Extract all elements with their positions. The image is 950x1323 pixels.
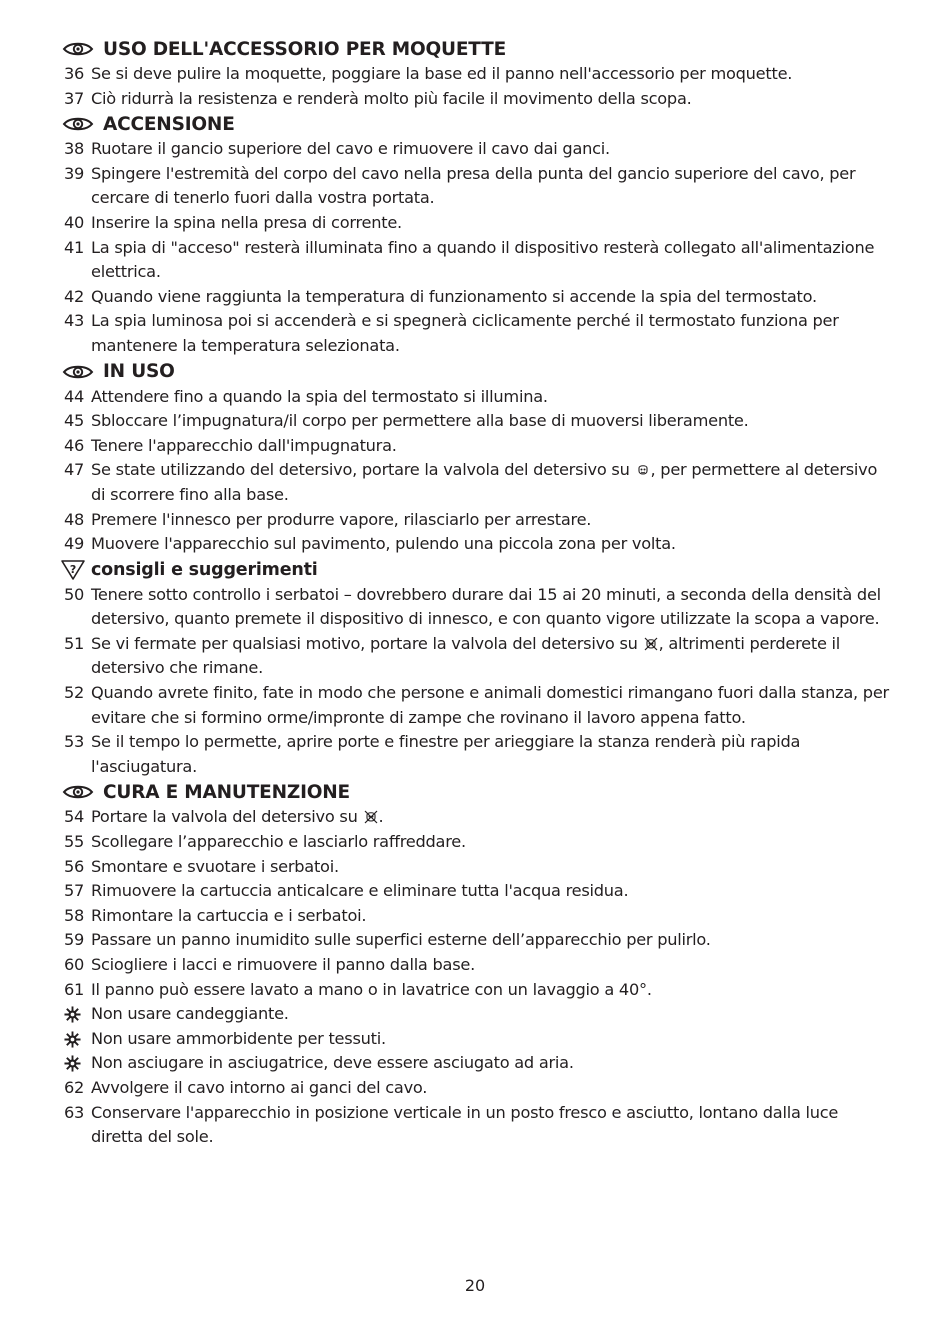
item-text: La spia di "acceso" resterà illuminata fino a quando il dispositivo resterà collegato all'alimentazione elettrica. [91, 237, 875, 282]
item-text-before: Portare la valvola del detersivo su [91, 807, 363, 827]
item-text: Non usare ammorbidente per tessuti. [91, 1028, 386, 1048]
item-number: 63 [64, 1102, 85, 1122]
list-item [60, 1051, 890, 1076]
item-number: 38 [64, 139, 85, 159]
item-number: 36 [64, 64, 85, 83]
item-text: Non asciugare in asciugatrice, deve essere asciugato ad aria. [91, 1053, 574, 1073]
item-number: 40 [64, 212, 85, 232]
list-item [60, 409, 890, 434]
list-item [60, 1101, 890, 1150]
item-number: 42 [64, 286, 85, 306]
item-text: Sciogliere i lacci e rimuovere il panno dalla base. [91, 955, 475, 974]
list-item [60, 211, 890, 236]
section [60, 779, 890, 1149]
item-number: 46 [64, 435, 85, 455]
item-text: Passare un panno inumidito sulle superfici esterne dell’apparecchio per pulirlo. [91, 930, 711, 950]
item-number: 53 [64, 732, 85, 752]
section [60, 359, 890, 557]
item-text: Attendere fino a quando la spia del termostato si illumina. [91, 386, 548, 406]
item-number: 52 [64, 683, 85, 703]
section-heading [60, 557, 890, 583]
section-heading [60, 359, 890, 385]
list-item [60, 805, 890, 830]
section-heading [60, 779, 890, 805]
list-item [60, 458, 890, 507]
section [60, 111, 890, 358]
item-text: Smontare e svuotare i serbatoi. [91, 856, 339, 876]
list-item [60, 236, 890, 285]
list-item [60, 681, 890, 730]
list-item [60, 62, 890, 87]
item-number: 39 [64, 163, 85, 183]
item-text: Ruotare il gancio superiore del cavo e rimuovere il cavo dai ganci. [91, 139, 610, 159]
item-number: 48 [64, 509, 85, 529]
item-number: 44 [64, 386, 85, 406]
eye-icon [62, 784, 94, 800]
item-text [91, 805, 890, 830]
section-title: USO DELL'ACCESSORIO PER MOQUETTE [103, 38, 507, 60]
item-number: 50 [64, 584, 85, 604]
item-text: Avvolgere il cavo intorno ai ganci del cavo. [91, 1077, 428, 1097]
list-item [60, 434, 890, 459]
list-item [60, 508, 890, 533]
section-title: IN USO [103, 361, 175, 383]
list-item [60, 830, 890, 855]
item-text: Tenere l'apparecchio dall'impugnatura. [91, 435, 397, 455]
item-text: Inserire la spina nella presa di corrente. [91, 212, 402, 232]
item-number: 45 [64, 411, 85, 431]
item-text: Quando avrete finito, fate in modo che persone e animali domestici rimangano fuori dalla stanza, per evitare che si formino orme/impronte di zampe che rovinano il lavoro appena fatto. [91, 683, 889, 727]
list-item [60, 953, 890, 978]
item-text: Tenere sotto controllo i serbatoi – dovrebbero durare dai 15 ai 20 minuti, a seconda della densità del detersivo, quanto premete il dispositivo di innesco, e con quanto vigore utilizzate la scopa a vapore. [91, 584, 881, 629]
item-text [91, 458, 890, 507]
section-title: consigli e suggerimenti [91, 559, 318, 580]
item-text-before: Se state utilizzando del detersivo, portare la valvola del detersivo su [91, 460, 635, 480]
list-item [60, 1002, 890, 1027]
list-item [60, 1076, 890, 1101]
item-number: 57 [64, 881, 85, 901]
item-text: Rimuovere la cartuccia anticalcare e eliminare tutta l'acqua residua. [91, 881, 629, 901]
detergent-off-icon [364, 807, 378, 821]
item-number: 49 [64, 534, 85, 554]
detergent-off-icon [644, 634, 658, 648]
list-item [60, 87, 890, 112]
list-item [60, 904, 890, 929]
list-item [60, 162, 890, 211]
item-number: 37 [64, 88, 85, 108]
item-number: 55 [64, 832, 85, 852]
item-text [91, 632, 890, 681]
list-item [60, 928, 890, 953]
warning-star-icon [60, 1027, 91, 1052]
item-text: Il panno può essere lavato a mano o in lavatrice con un lavaggio a 40°. [91, 979, 652, 999]
item-text: Se il tempo lo permette, aprire porte e finestre per arieggiare la stanza renderà più rapida l'asciugatura. [91, 732, 801, 776]
item-text: Quando viene raggiunta la temperatura di funzionamento si accende la spia del termostato. [91, 286, 817, 306]
list-item [60, 285, 890, 310]
eye-icon [62, 364, 94, 380]
list-item [60, 1027, 890, 1052]
list-item [60, 632, 890, 681]
item-text: Premere l'innesco per produrre vapore, rilasciarlo per arrestare. [91, 509, 592, 529]
item-number: 51 [64, 633, 85, 653]
svg-text:?: ? [69, 562, 77, 576]
list-item [60, 309, 890, 358]
item-number: 61 [64, 979, 85, 999]
eye-icon [62, 41, 94, 57]
item-text-after: . [378, 807, 384, 827]
item-text: Rimontare la cartuccia e i serbatoi. [91, 905, 367, 925]
section [60, 557, 890, 780]
item-number: 54 [64, 807, 85, 827]
item-number: 62 [64, 1077, 85, 1097]
section-heading [60, 111, 890, 137]
tips-icon [60, 559, 86, 581]
item-number: 43 [64, 311, 85, 331]
list-item [60, 879, 890, 904]
list-item [60, 855, 890, 880]
item-text-after: , altrimenti perderete il detersivo che rimane. [91, 633, 841, 678]
page-number: 20 [464, 1276, 486, 1295]
list-item [60, 730, 890, 779]
item-text: Se si deve pulire la moquette, poggiare la base ed il panno nell'accessorio per moquette. [91, 64, 793, 83]
item-text: Conservare l'apparecchio in posizione verticale in un posto fresco e asciutto, lontano dalla luce diretta del sole. [91, 1102, 839, 1147]
item-number: 60 [64, 955, 85, 974]
item-text: Muovere l'apparecchio sul pavimento, pulendo una piccola zona per volta. [91, 534, 676, 554]
item-text-before: Se vi fermate per qualsiasi motivo, portare la valvola del detersivo su [91, 633, 643, 653]
item-number: 59 [64, 930, 85, 950]
item-text-after: , per permettere al detersivo di scorrere fino alla base. [91, 460, 878, 504]
item-number: 41 [64, 237, 85, 257]
list-item [60, 978, 890, 1003]
item-text: Spingere l'estremità del corpo del cavo nella presa della punta del gancio superiore del cavo, per cercare di tenerlo fuori dalla vostra portata. [91, 163, 856, 208]
eye-icon [62, 116, 94, 132]
item-number: 47 [64, 460, 85, 480]
item-text: Non usare candeggiante. [91, 1004, 289, 1024]
warning-star-icon [60, 1051, 91, 1076]
list-item [60, 385, 890, 410]
item-text: Scollegare l’apparecchio e lasciarlo raffreddare. [91, 832, 466, 852]
item-text: Ciò ridurrà la resistenza e renderà molto più facile il movimento della scopa. [91, 88, 692, 108]
section-title: ACCENSIONE [103, 113, 235, 135]
item-text: La spia luminosa poi si accenderà e si spegnerà ciclicamente perché il termostato funziona per mantenere la temperatura selezionata. [91, 311, 839, 355]
warning-star-icon [60, 1002, 91, 1027]
section-title: CURA E MANUTENZIONE [103, 781, 350, 803]
detergent-on-icon [636, 460, 650, 474]
item-text: Sbloccare l’impugnatura/il corpo per permettere alla base di muoversi liberamente. [91, 411, 749, 431]
list-item [60, 137, 890, 162]
section [60, 36, 890, 111]
item-number: 58 [64, 905, 85, 925]
item-number: 56 [64, 856, 85, 876]
manual-page-content [60, 36, 890, 1150]
section-heading [60, 36, 890, 62]
list-item [60, 532, 890, 557]
list-item [60, 583, 890, 632]
